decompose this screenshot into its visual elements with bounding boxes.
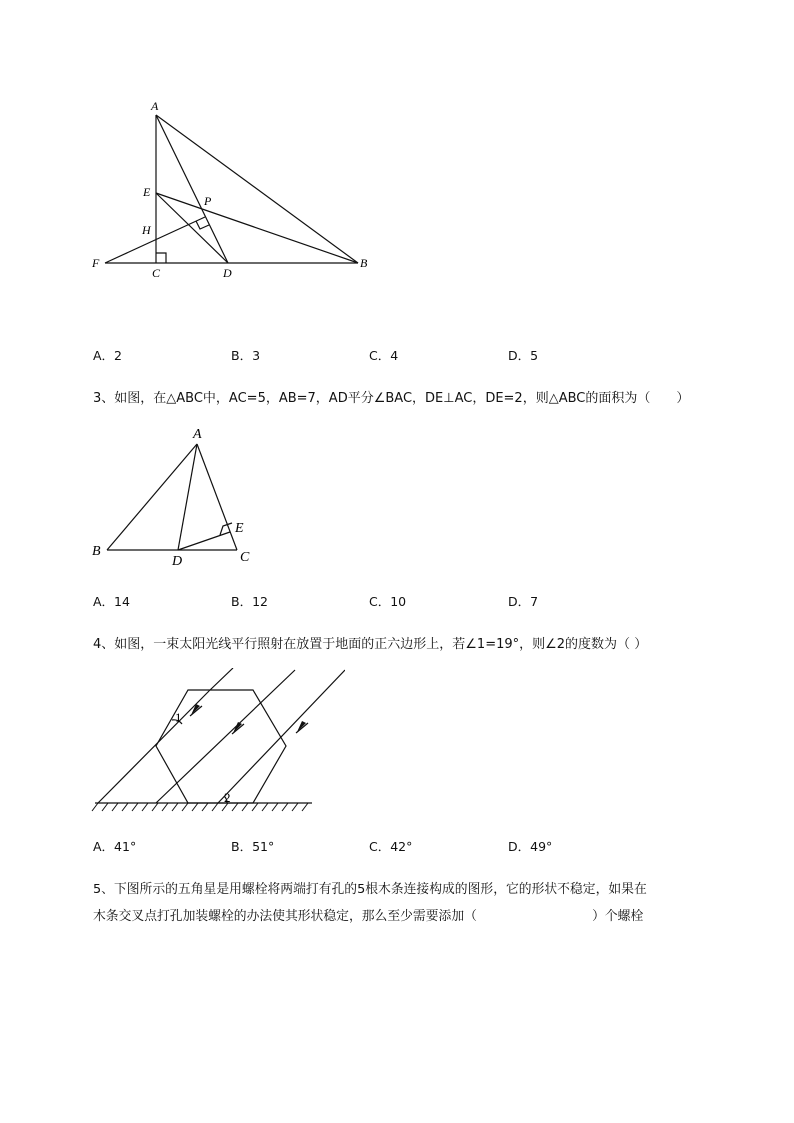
q4-option-c[interactable]: C．42° xyxy=(369,839,413,854)
q5-line1: 5、下图所示的五角星是用螺栓将两端打有孔的5根木条连接构成的图形，它的形状不稳定，如果在 xyxy=(93,882,647,897)
q4-option-d[interactable]: D．49° xyxy=(508,839,553,854)
angle-1-label: 1 xyxy=(175,710,182,725)
label-C: C xyxy=(152,266,161,280)
q4-option-a[interactable]: A．41° xyxy=(93,839,137,854)
label-B: B xyxy=(360,256,368,270)
q4-options xyxy=(93,837,653,855)
q2-option-a[interactable]: A．2 xyxy=(93,348,123,363)
label-A: A xyxy=(151,99,159,113)
q3-option-c[interactable]: C．10 xyxy=(369,594,407,609)
label-A: A xyxy=(193,427,202,442)
q2-option-b[interactable]: B．3 xyxy=(231,348,261,363)
figure-triangle-abc-with-points xyxy=(85,95,375,280)
figure-q4-hexagon-sunlight xyxy=(90,668,345,816)
label-C: C xyxy=(240,550,250,565)
label-B: B xyxy=(92,544,101,559)
q4-option-b[interactable]: B．51° xyxy=(231,839,275,854)
label-H: H xyxy=(142,223,151,237)
q2-options xyxy=(93,346,653,364)
q5-line2: 木条交叉点打孔加装螺栓的办法使其形状稳定，那么至少需要添加（ ）个螺栓 xyxy=(93,909,644,924)
label-D: D xyxy=(223,266,232,280)
q2-option-c[interactable]: C．4 xyxy=(369,348,399,363)
label-F: F xyxy=(92,256,100,270)
label-E: E xyxy=(143,185,151,199)
q4-text: 4、如图，一束太阳光线平行照射在放置于地面的正六边形上，若∠1=19°，则∠2的度数为（ ） xyxy=(93,637,648,652)
label-E: E xyxy=(235,521,244,536)
label-D: D xyxy=(172,554,183,569)
q3-options xyxy=(93,592,653,610)
figure-q3-triangle xyxy=(85,422,260,572)
q3-option-a[interactable]: A．14 xyxy=(93,594,130,609)
q3-option-d[interactable]: D．7 xyxy=(508,594,539,609)
q2-option-d[interactable]: D．5 xyxy=(508,348,539,363)
angle-2-label: 2 xyxy=(224,790,231,805)
q3-option-b[interactable]: B．12 xyxy=(231,594,268,609)
q3-text: 3、如图，在△ABC中，AC=5，AB=7，AD平分∠BAC，DE⊥AC，DE=2，则△ABC的面积为（ ） xyxy=(93,391,690,406)
label-P: P xyxy=(204,194,212,208)
